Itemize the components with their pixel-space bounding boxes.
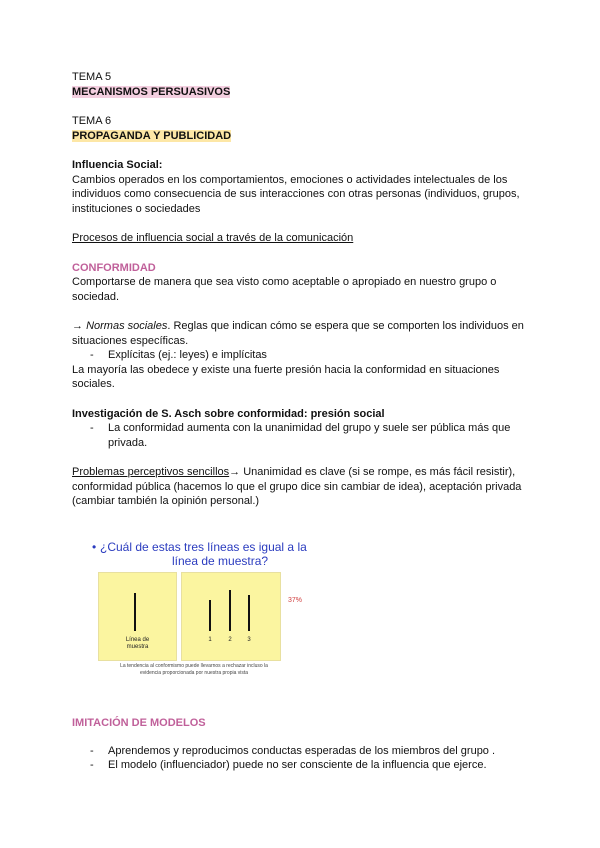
imitacion-section bbox=[72, 716, 532, 773]
mayoria-text: La mayoría las obedece y existe una fuerte presión hacia la conformidad en situaciones sociales. bbox=[72, 363, 500, 390]
question-line-2: línea de muestra? bbox=[172, 554, 269, 568]
sample-line-panel bbox=[98, 572, 177, 661]
option-label-3: 3 bbox=[247, 637, 251, 643]
comparison-line-1 bbox=[209, 600, 211, 631]
option-label-1: 1 bbox=[208, 637, 212, 643]
normas-paragraph bbox=[72, 319, 532, 348]
imitacion-heading: IMITACIÓN DE MODELOS bbox=[72, 717, 206, 729]
asch-heading: Investigación de S. Asch sobre conformidad: presión social bbox=[72, 407, 385, 420]
sample-label-line-1: Línea de bbox=[125, 637, 150, 643]
conformidad-heading: CONFORMIDAD bbox=[72, 261, 156, 274]
sample-line-label bbox=[109, 637, 166, 651]
figure-caption bbox=[94, 663, 294, 677]
problemas-paragraph bbox=[72, 465, 532, 509]
option-label-2: 2 bbox=[228, 637, 232, 643]
document-body bbox=[72, 70, 532, 509]
caption-line-2: evidencia proporcionada por nuestra propia vista bbox=[139, 670, 249, 676]
problemas-text: → Unanimidad es clave (si se rompe, es más fácil resistir), conformidad pública (hacemos lo que el grupo dice sin cambiar de idea), aceptación privada (cambiar también la opinión personal.) bbox=[72, 466, 522, 507]
comparison-lines-panel bbox=[181, 572, 281, 661]
imitacion-list bbox=[72, 744, 532, 773]
arrow-prefix: → bbox=[72, 320, 87, 332]
influencia-heading: Influencia Social: bbox=[72, 159, 163, 171]
list-item: - El modelo (influenciador) puede no ser consciente de la influencia que ejerce. bbox=[90, 758, 532, 773]
tema5-title: MECANISMOS PERSUASIVOS bbox=[72, 85, 231, 98]
procesos-heading: Procesos de influencia social a través de la comunicación bbox=[72, 232, 354, 244]
comparison-line-3 bbox=[248, 595, 250, 631]
sample-line bbox=[134, 593, 136, 631]
normas-term: Normas sociales bbox=[86, 320, 168, 332]
comparison-line-2 bbox=[229, 590, 231, 631]
caption-line-1: La tendencia al conformismo puede llevarnos a rechazar incluso la bbox=[120, 663, 268, 669]
list-item: - Aprendemos y reproducimos conductas esperadas de los miembros del grupo . bbox=[90, 744, 532, 759]
tema5-label: TEMA 5 bbox=[72, 71, 112, 83]
tema6-label: TEMA 6 bbox=[72, 115, 112, 127]
problemas-term: Problemas perceptivos sencillos bbox=[72, 466, 230, 478]
bullet-icon: • bbox=[92, 540, 97, 554]
asch-list bbox=[72, 421, 532, 450]
normas-text: . Reglas que indican cómo se espera que se comporten los individuos en situaciones específicas. bbox=[72, 320, 524, 347]
normas-list bbox=[72, 348, 532, 363]
asch-figure bbox=[72, 540, 372, 690]
list-item: - La conformidad aumenta con la unanimidad del grupo y suele ser pública más que privada. bbox=[90, 421, 532, 450]
influencia-body: Cambios operados en los comportamientos, emociones o actividades intelectuales de los individuos como consecuencia de sus interacciones con otras personas (individuos, grupos, instituciones o sociedades bbox=[72, 173, 520, 215]
conformity-percent: 37% bbox=[288, 597, 303, 604]
figure-question bbox=[92, 540, 312, 568]
question-line-1: ¿Cuál de estas tres líneas es igual a la bbox=[100, 540, 307, 554]
sample-label-line-2: muestra bbox=[126, 644, 149, 650]
list-item: - Explícitas (ej.: leyes) e implícitas bbox=[90, 348, 532, 363]
conformidad-body: Comportarse de manera que sea visto como aceptable o apropiado en nuestro grupo o sociedad. bbox=[72, 276, 497, 303]
tema6-title: PROPAGANDA Y PUBLICIDAD bbox=[72, 129, 232, 142]
